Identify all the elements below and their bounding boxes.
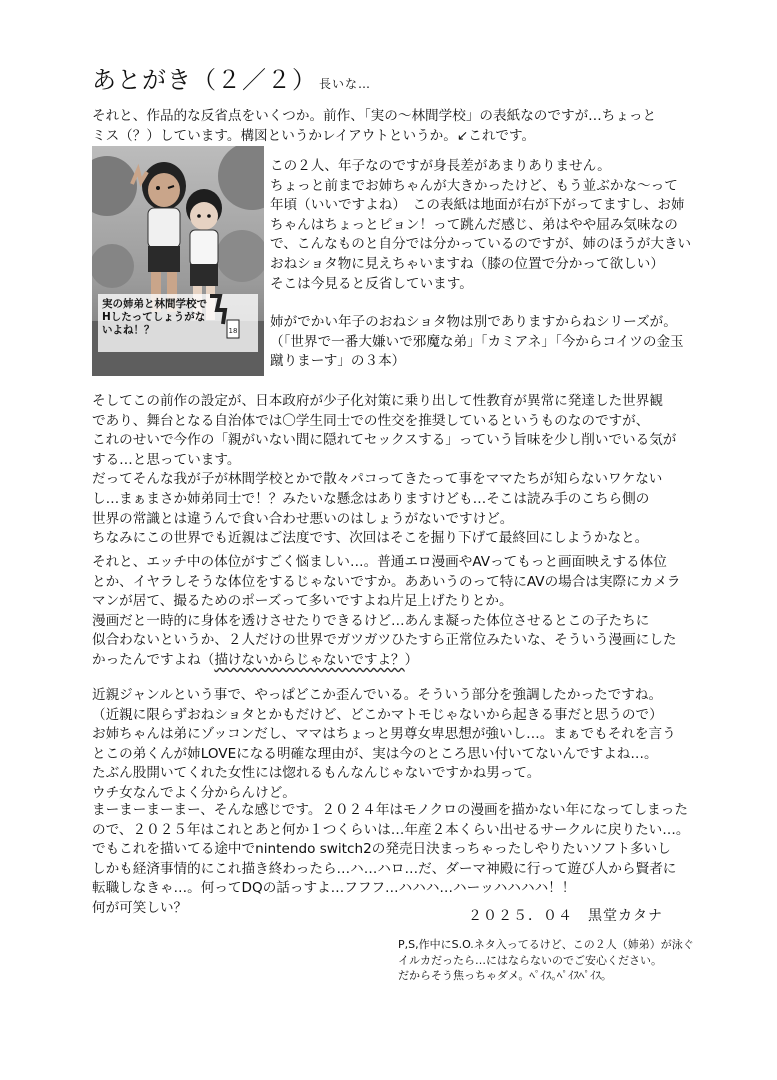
closing-paragraph xyxy=(92,801,692,919)
text-line: おねショタ物に見えちゃいますね（膝の位置で分かって欲しい） xyxy=(270,255,664,272)
text-line: であり、舞台となる自治体では〇学生同士での性交を推奨しているというものなのですが、 xyxy=(92,412,650,429)
text-line: する…と思っています。 xyxy=(92,451,241,468)
text-line: 近親ジャンルという事で、やっぱどこか歪んでいる。そういう部分を強調したかったですね。 xyxy=(92,687,663,703)
text-line: ちょっと前までお姉ちゃんが大きかったけど、もう並ぶかな〜って xyxy=(270,177,678,194)
author-signature: ２０２５．０４ 黒堂カタナ xyxy=(468,908,663,924)
text-line: 似合わないというか、２人だけの世界でガツガツひたすら正常位みたいな、そういう漫画にした xyxy=(92,632,677,649)
text-line: これのせいで今作の「親がいない間に隠れてセックスする」っていう旨味を少し削いでいる気が xyxy=(92,432,677,449)
text-line: そこは今見ると反省しています。 xyxy=(270,275,473,292)
text-line: それと、エッチ中の体位がすごく悩ましい…。普通エロ漫画やAVってもっと画面映えする体位 xyxy=(92,554,667,570)
text-line: とこの弟くんが姉LOVEになる明確な理由が、実は今のところ思い付いてないんですよね…。 xyxy=(92,745,658,762)
text-line: でもこれを描いてる途中でnintendo switch2の発売日決まっちゃったしやりたいソフト多いし xyxy=(92,841,671,858)
text-line: だってそんな我が子が林間学校とかで散々パコってきたって事をママたちが知らないワケない xyxy=(92,471,663,488)
text-line: 年頃（いいですよね） この表紙は地面が右が下がってますし、お姉 xyxy=(270,197,685,214)
text-fragment: ） xyxy=(404,651,419,668)
text-line: 世界の常識とは違うんで食い合わせ悪いのはしょうがないですけど。 xyxy=(92,510,514,527)
text-line: ので、２０２５年はこれとあと何か１つくらいは…年産２本くらい出せるサークルに戻りたい…。 xyxy=(92,821,690,838)
text-line: この２人、年子なのですが身長差があまりありません。 xyxy=(270,158,611,174)
text-line: ウチ女なんでよく分からんけど。 xyxy=(92,784,296,801)
text-line: 何が可笑しい？ xyxy=(92,899,188,916)
text-line: それと、作品的な反省点をいくつか。前作、「実の〜林間学校」の表紙なのですが…ちょっと xyxy=(92,108,657,124)
text-line: ちゃんはちょっとピョン！って跳んだ感じ、弟はやや屈み気味なの xyxy=(270,216,678,233)
text-line: まーまーまーまー、そんな感じです。２０２４年はモノクロの漫画を描かない年になってしまった xyxy=(92,802,688,818)
text-line: たぶん股開いてくれた女性には惚れるもんなんじゃないですかね男って。 xyxy=(92,765,541,782)
title-suffix: 長いな… xyxy=(319,77,372,91)
text-line: ミス（？）しています。構図というかレイアウトというか。↙これです。 xyxy=(92,127,536,144)
title-main: あとがき（２／２） xyxy=(92,66,317,94)
text-line: そしてこの前作の設定が、日本政府が少子化対策に乗り出して性教育が異常に発達した世界観 xyxy=(92,393,663,409)
text-line: ちなみにこの世界でも近親はご法度です、次回はそこを掘り下げて最終回にしようかなと。 xyxy=(92,530,649,547)
cover-comment-paragraph xyxy=(270,157,700,294)
rating-badge-text: 18 xyxy=(228,327,238,335)
text-line: だからそう焦っちゃダメ。ﾍﾟｲｽ｡ﾍﾟｲｽﾍﾟｲｽ｡ xyxy=(398,969,607,982)
underlined-aside: 描けないからじゃないですよ？ xyxy=(214,651,405,668)
page-title xyxy=(92,60,371,95)
text-line: 漫画だと一時的に身体を透けさせたりできるけど…あんま凝った体位させるとこの子たちに xyxy=(92,612,650,629)
text-fragment: かったんですよね（ xyxy=(92,651,215,668)
text-line: 転職しなきゃ…。何ってDQの話っすよ…フフフ…ハハハ…ハーッハハハハ！！ xyxy=(92,880,576,897)
text-line: （「世界で一番大嫌いで邪魔な弟」「カミアネ」「今からコイツの金玉 xyxy=(270,333,684,350)
incest-theme-paragraph xyxy=(92,686,692,804)
text-line: 姉がでかい年子のおねショタ物は別でありますからねシリーズが。 xyxy=(270,314,677,330)
series-note-paragraph xyxy=(270,313,700,372)
text-line: し…まぁまさか姉弟同士で！？みたいな懸念はありますけども…そこは読み手のこちら側の xyxy=(92,490,650,507)
text-line: しかも経済事情的にこれ描き終わったら…ハ…ハロ…だ、ダーマ神殿に行って遊び人から賢者に xyxy=(92,860,677,877)
text-line: P,S,作中にS.O.ネタ入ってるけど、この２人（姉弟）が泳ぐ xyxy=(398,938,694,951)
text-line: 蹴りまーす」の３本） xyxy=(270,353,406,370)
intro-paragraph xyxy=(92,107,692,146)
text-line: イルカだったら…にはならないのでご安心ください。 xyxy=(398,953,662,967)
text-line: で、こんなものと自分では分かっているのですが、姉のほうが大きい xyxy=(270,236,692,253)
positions-paragraph xyxy=(92,553,692,671)
postscript xyxy=(398,937,728,984)
text-line xyxy=(92,651,692,671)
cover-title-art: 実の姉弟と林間学校でHしたってしょうがないよね！？ xyxy=(102,298,207,336)
text-line: とか、イヤラしそうな体位をするじゃないですか。ああいうのって特にAVの場合は実際にカメラ xyxy=(92,573,681,590)
text-line: お姉ちゃんは弟にゾッコンだし、ママはちょっと男尊女卑思想が強いし…。まぁでもそれを言う xyxy=(92,726,676,743)
text-line: （近親に限らずおねショタとかもだけど、どこかマトモじゃないから起きる事だと思うので） xyxy=(92,706,663,723)
text-line: マンが居て、撮るためのポーズって多いですよね片足上げたりとか。 xyxy=(92,593,513,610)
setting-paragraph xyxy=(92,392,692,549)
previous-work-cover-image xyxy=(92,146,264,376)
